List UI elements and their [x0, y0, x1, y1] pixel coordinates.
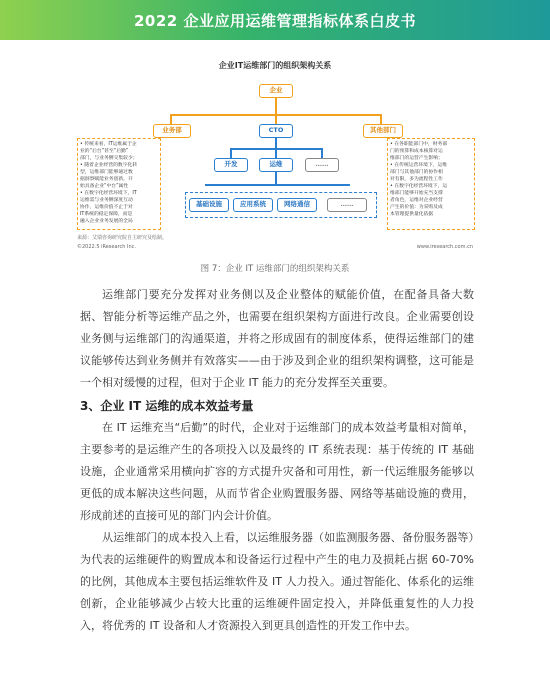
node-more-2: …… [327, 198, 367, 212]
paragraph-3-block [80, 527, 474, 637]
node-cto: CTO [259, 124, 293, 138]
figure-source: 来源：艾瑞咨询研究院自主研究及绘制。 [77, 235, 168, 241]
note-line: 融入企业业务发展的全局 [80, 219, 133, 224]
connector-line [275, 114, 277, 124]
figure-website: www.iresearch.com.cn [416, 244, 473, 250]
node-other: 其他部门 [363, 124, 403, 138]
connector-line [170, 114, 172, 124]
node-business: 业务部 [153, 124, 191, 138]
left-note [80, 141, 160, 225]
note-line: 型，运维部门能够通过数 [80, 170, 133, 175]
node-network: 网络通信 [277, 198, 317, 212]
note-line: 业的“后台”甚至“后勤” [80, 149, 129, 154]
node-more: …… [305, 158, 339, 172]
note-line: • 在传统运营环境下，运维 [390, 163, 448, 168]
note-line: • 在数字化经营环境下，运 [390, 184, 448, 189]
note-line: 维部门能够开始充当支撑 [390, 191, 443, 196]
note-line: IT系统的稳定保障，而是 [80, 212, 133, 217]
note-line: 维部门的运营产生影响； [390, 156, 443, 161]
connector-line [230, 148, 232, 158]
document-title: 2022 企业应用运维管理指标体系白皮书 [134, 12, 416, 30]
paragraph-2: 在 IT 运维充当“后勤”的时代，企业对于运维部门的成本效益考量相对简单，主要参考的是运维产生的各项投入以及最终的 IT 系统表现：基于传统的 IT 基础设施，企业通常采用横向扩容的方式提升灾备和可用性，新一代运维服务能够以更低的成本解决这些问题，从而节省企业购置服务器、网络等基础设施的费用，形成前述的直接可见的部门内会计价值。 [80, 421, 474, 522]
connector-line [275, 148, 277, 158]
paragraph-3: 从运维部门的成本投入上看，以运维服务器（如监测服务器、备份服务器等）为代表的运维硬件的购置成本和设备运行过程中产生的电力及损耗占据 60-70%的比例，其他成本主要包括运维软件及 IT 人力投入。通过智能化、体系化的运维创新，企业能够减少占较大比重的运维硬件固定投入，并降低重复性的人力投入，将优秀的 IT 设备和人才资源投入到更具创造性的开发工作中去。 [80, 531, 474, 632]
figure-copyright: ©2022.5 iResearch Inc. [77, 244, 136, 250]
org-chart-figure [75, 54, 475, 254]
node-enterprise: 企业 [259, 84, 293, 98]
figure-caption: 图 7：企业 IT 运维部门的组织架构关系 [200, 264, 350, 274]
node-dev: 开发 [214, 158, 248, 172]
connector-line [205, 184, 350, 186]
connector-line [380, 114, 382, 124]
right-note [390, 141, 474, 218]
note-line: 门的预算和成本核算对运 [390, 149, 443, 154]
note-line: 产生的价值：为采购及成 [390, 205, 443, 210]
paragraph-1-block [80, 284, 474, 394]
note-line: • 随着企业经营的数字化转 [80, 163, 138, 168]
note-line: 部门，与业务侧交集较少； [80, 156, 138, 161]
note-line: 部门与其他部门的协作相 [390, 170, 443, 175]
node-appsys: 应用系统 [233, 198, 273, 212]
note-line: 者角色，运维对企业经营 [390, 198, 443, 203]
note-line: 运维需与业务侧深度互动 [80, 198, 133, 203]
page-header [0, 0, 550, 40]
note-line: 始具备企业“中台”属性 [80, 184, 129, 189]
note-line: • 在各职能部门中，财务部 [390, 142, 448, 147]
section-heading: 3、企业 IT 运维的成本效益考量 [80, 399, 254, 413]
connector-line [275, 172, 277, 184]
paragraph-2-block [80, 417, 474, 527]
note-line: • 传统来看，IT运维属于企 [80, 142, 137, 147]
node-ops: 运维 [259, 158, 293, 172]
figure-title: 企业IT运维部门的组织架构关系 [218, 61, 332, 70]
paragraph-1: 运维部门要充分发挥对业务侧以及企业整体的赋能价值，在配备具备大数据、智能分析等运维产品之外，也需要在组织架构方面进行改良。企业需要创设业务侧与运维部门的沟通渠道，并将之形成固有的制度体系，使得运维部门的建议能够传达到业务侧并有效落实——由于涉及到企业的组织架构调整，这可能是一个相对缓慢的过程，但对于企业 IT 能力的充分发挥至关重要。 [80, 288, 474, 389]
note-line: • 在数字化经营环境下，IT [80, 191, 137, 196]
connector-line [321, 148, 323, 158]
note-line: 据洞察赋能业务创新，开 [80, 177, 133, 182]
note-line: 本管理提供量化依据 [390, 212, 434, 217]
note-line: 对有限，多为流程性工作 [390, 177, 443, 182]
connector-line [275, 98, 277, 114]
node-infra: 基础设施 [189, 198, 229, 212]
note-line: 协作，运维价值不止于对 [80, 205, 133, 210]
